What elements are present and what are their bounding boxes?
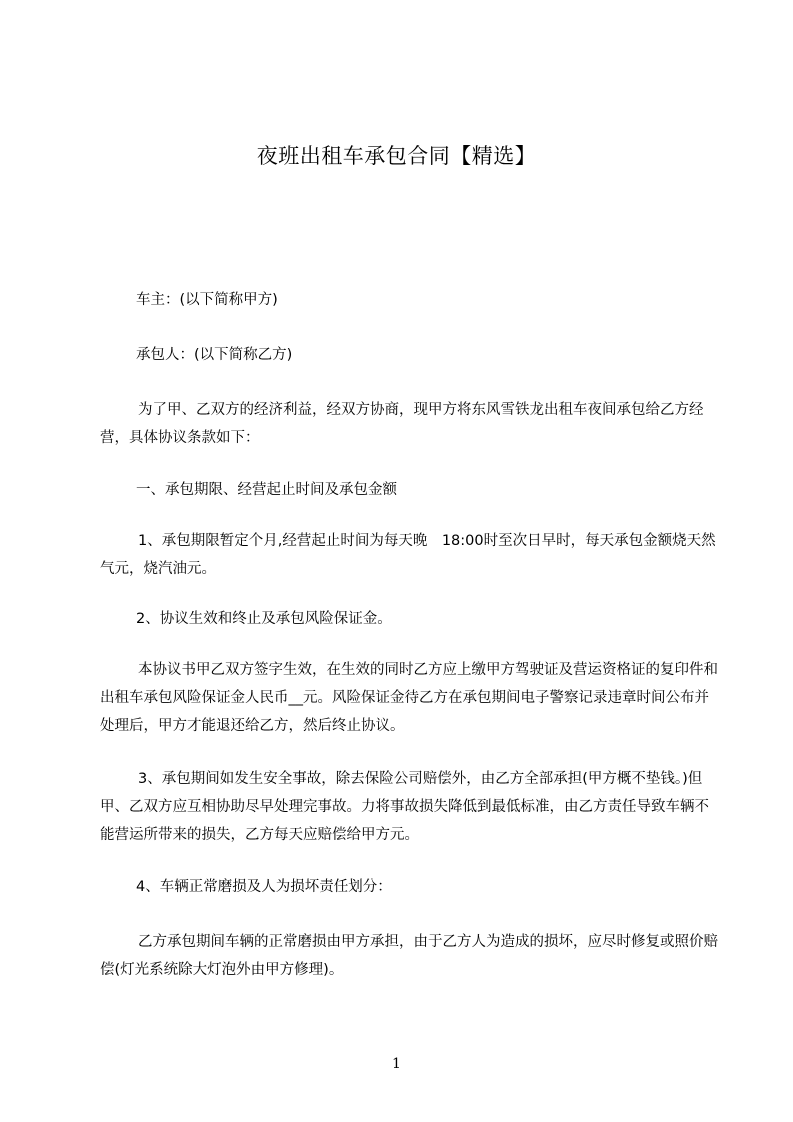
clause-4: 4、车辆正常磨损及人为损坏责任划分：	[136, 879, 392, 895]
clause-2-detail: 本协议书甲乙双方签字生效，在生效的同时乙方应上缴甲方驾驶证及营运资格证的复印件和出租车承包风险保证金人民币__元。风险保证金待乙方在承包期间电子警察记录违章时间公布并处理后，甲方才能退还给乙方，然后终止协议。	[100, 662, 718, 734]
owner-line: 车主：(以下简称甲方)	[136, 292, 278, 308]
page-number: 1	[392, 1056, 401, 1072]
clause-4-detail: 乙方承包期间车辆的正常磨损由甲方承担，由于乙方人为造成的损坏，应尽时修复或照价赔偿(灯光系统除大灯泡外由甲方修理)。	[100, 934, 718, 978]
contractor-line: 承包人：(以下简称乙方)	[136, 347, 293, 363]
clause-1: 1、承包期限暂定个月,经营起止时间为每天晚 18:00时至次日早时，每天承包金额烧天然气元，烧汽油元。	[100, 533, 716, 577]
clause-2: 2、协议生效和终止及承包风险保证金。	[136, 611, 392, 627]
section-heading-1: 一、承包期限、经营起止时间及承包金额	[136, 482, 397, 498]
document-title: 夜班出租车承包合同【精选】	[256, 144, 537, 168]
clause-3: 3、承包期间如发生安全事故，除去保险公司赔偿外，由乙方全部承担(甲方概不垫钱。)但甲、乙双方应互相协助尽早处理完事故。力将事故损失降低到最低标准，由乙方责任导致车辆不能营运所带来的损失，乙方每天应赔偿给甲方元。	[100, 771, 709, 843]
intro-paragraph: 为了甲、乙双方的经济利益，经双方协商，现甲方将东风雪铁龙出租车夜间承包给乙方经营，具体协议条款如下：	[100, 402, 704, 446]
